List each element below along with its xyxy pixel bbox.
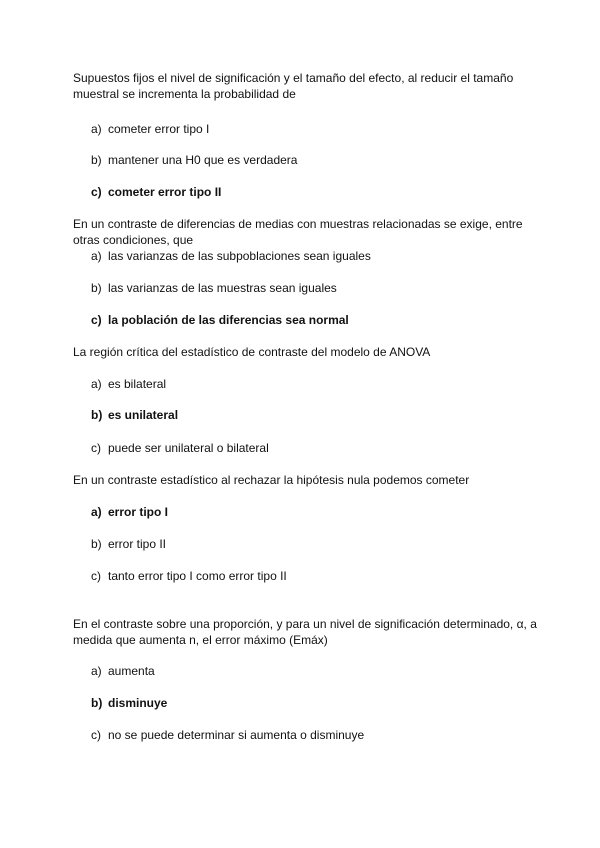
question-4-option-c bbox=[91, 568, 551, 584]
option-letter: c) bbox=[91, 569, 101, 583]
question-2-option-b bbox=[91, 280, 551, 296]
option-letter: c) bbox=[91, 185, 102, 199]
option-text: no se puede determinar si aumenta o disminuye bbox=[108, 728, 365, 742]
option-text: tanto error tipo I como error tipo II bbox=[108, 569, 287, 583]
option-text: las varianzas de las muestras sean iguales bbox=[108, 281, 337, 295]
option-letter: a) bbox=[91, 122, 102, 136]
option-text: disminuye bbox=[108, 696, 168, 710]
option-text: error tipo II bbox=[108, 537, 167, 551]
option-text: error tipo I bbox=[108, 505, 169, 519]
option-text: cometer error tipo II bbox=[108, 185, 222, 199]
option-text: mantener una H0 que es verdadera bbox=[108, 153, 298, 167]
option-letter: c) bbox=[91, 728, 101, 742]
option-letter: c) bbox=[91, 313, 102, 327]
option-text: aumenta bbox=[108, 664, 155, 678]
question-3-option-a bbox=[91, 376, 551, 392]
option-letter: a) bbox=[91, 505, 102, 519]
option-text: es unilateral bbox=[108, 408, 179, 422]
option-letter: b) bbox=[91, 153, 102, 167]
question-2-option-a bbox=[91, 248, 551, 264]
question-1-option-b bbox=[91, 152, 551, 168]
question-5-option-b-correct bbox=[91, 695, 551, 711]
option-text: es bilateral bbox=[108, 377, 167, 391]
option-text: cometer error tipo I bbox=[108, 122, 210, 136]
option-letter: b) bbox=[91, 537, 102, 551]
question-4-option-b bbox=[91, 536, 551, 552]
option-letter: a) bbox=[91, 664, 102, 678]
question-4-text: En un contraste estadístico al rechazar la hipótesis nula podemos cometer bbox=[73, 473, 470, 487]
option-letter: a) bbox=[91, 377, 102, 391]
question-4-option-a-correct bbox=[91, 504, 551, 520]
option-letter: b) bbox=[91, 408, 103, 422]
question-1-option-c-correct bbox=[91, 184, 551, 200]
question-3-text: La región crítica del estadístico de contraste del modelo de ANOVA bbox=[73, 345, 431, 359]
question-3-option-c bbox=[91, 440, 551, 456]
option-letter: b) bbox=[91, 281, 102, 295]
option-letter: b) bbox=[91, 696, 103, 710]
question-5-option-a bbox=[91, 663, 551, 679]
option-letter: a) bbox=[91, 249, 102, 263]
question-1-text: Supuestos fijos el nivel de significación y el tamaño del efecto, al reducir el tamaño muestral se incrementa la probabilidad de bbox=[73, 71, 514, 101]
option-text: la población de las diferencias sea normal bbox=[108, 313, 349, 327]
question-5-text: En el contraste sobre una proporción, y para un nivel de significación determinado, α, a medida que aumenta n, el error máximo (Emáx) bbox=[73, 617, 537, 647]
question-3-option-b-correct bbox=[91, 407, 551, 423]
question-5-option-c bbox=[91, 727, 551, 743]
question-1-option-a bbox=[91, 121, 551, 137]
question-2-option-c-correct bbox=[91, 312, 551, 328]
question-2-text: En un contraste de diferencias de medias con muestras relacionadas se exige, entre otras condiciones, que bbox=[73, 217, 523, 247]
option-letter: c) bbox=[91, 441, 101, 455]
option-text: las varianzas de las subpoblaciones sean iguales bbox=[108, 249, 371, 263]
option-text: puede ser unilateral o bilateral bbox=[108, 441, 269, 455]
